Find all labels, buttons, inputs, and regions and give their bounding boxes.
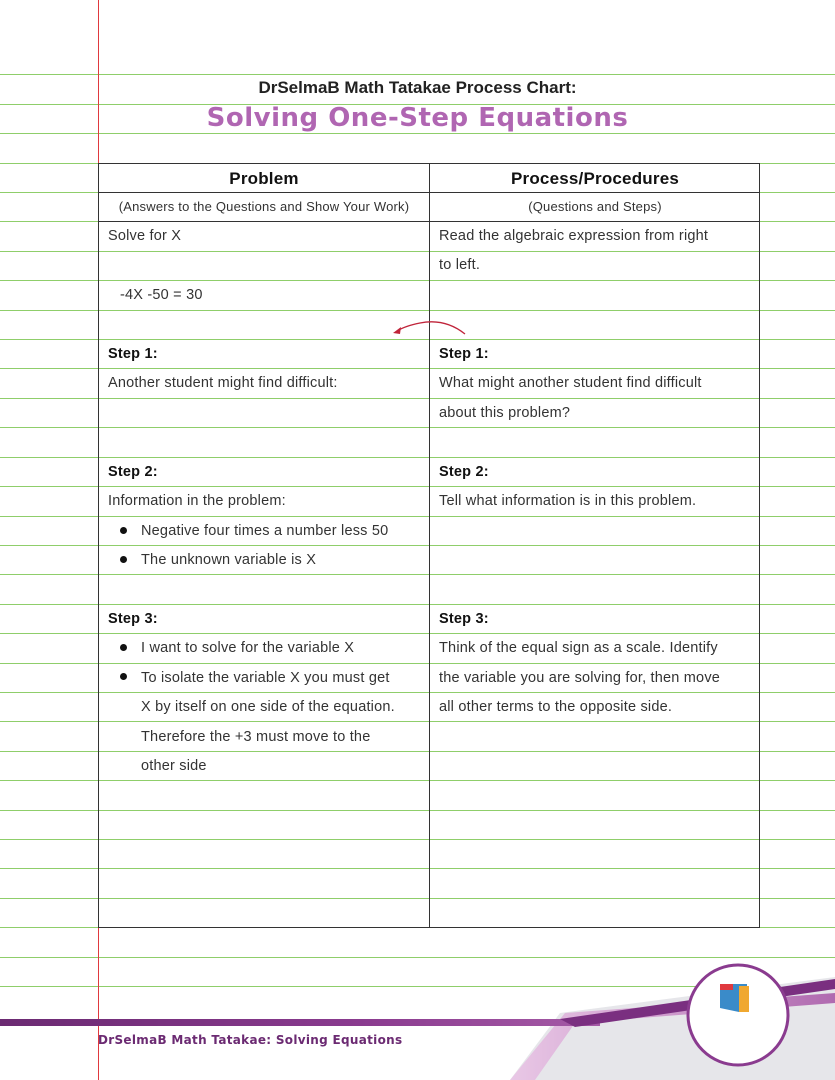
bullet-icon: [120, 673, 127, 680]
step1-right-label: Step 1:: [439, 346, 489, 362]
bullet-icon: [120, 644, 127, 651]
problem-subheader: (Answers to the Questions and Show Your Work): [118, 199, 410, 214]
step3-left-label: Step 3:: [108, 611, 158, 627]
step2-left-text: Information in the problem:: [108, 493, 286, 509]
equation-text: -4X -50 = 30: [120, 287, 203, 303]
step3-bullet-1: I want to solve for the variable X: [141, 640, 355, 656]
bullet-icon: [120, 556, 127, 563]
header-divider: [98, 192, 760, 193]
problem-header: Problem: [229, 169, 299, 188]
step3-right-label: Step 3:: [439, 611, 489, 627]
step3-right-line2: the variable you are solving for, then move: [439, 670, 721, 686]
step2-left-label: Step 2:: [108, 464, 158, 480]
step3-right-line3: all other terms to the opposite side.: [439, 699, 673, 715]
step2-bullet-1: Negative four times a number less 50: [141, 523, 389, 539]
curved-arrow-icon: [385, 318, 470, 338]
process-header: Process/Procedures: [510, 169, 680, 188]
step3-right-line1: Think of the equal sign as a scale. Identify: [439, 640, 718, 656]
step3-bullet-2-line1: To isolate the variable X you must get: [141, 670, 390, 686]
intro-right-line2: to left.: [439, 257, 481, 273]
bullet-icon: [120, 527, 127, 534]
step3-bullet-2-line3: Therefore the +3 must move to the: [141, 729, 371, 745]
step1-left-label: Step 1:: [108, 346, 158, 362]
page-title: DrSelmaB Math Tatakae Process Chart:: [258, 78, 577, 97]
page-subtitle: Solving One-Step Equations: [206, 103, 629, 133]
intro-left-text: Solve for X: [108, 228, 182, 244]
process-subheader: (Questions and Steps): [528, 199, 662, 214]
step2-right-label: Step 2:: [439, 464, 489, 480]
step1-left-text: Another student might find difficult:: [108, 375, 338, 391]
step3-bullet-2-line4: other side: [141, 758, 207, 774]
subheader-divider: [98, 221, 760, 222]
step2-bullet-2: The unknown variable is X: [141, 552, 317, 568]
step3-bullet-2-line2: X by itself on one side of the equation.: [141, 699, 395, 715]
footer-text: DrSelmaB Math Tatakae: Solving Equations: [98, 1033, 403, 1047]
step1-right-line1: What might another student find difficult: [439, 375, 702, 391]
intro-right-line1: Read the algebraic expression from right: [439, 228, 709, 244]
step1-right-line2: about this problem?: [439, 405, 571, 421]
logo-icon: [683, 960, 793, 1070]
step2-right-text: Tell what information is in this problem.: [439, 493, 697, 509]
column-divider: [429, 163, 430, 928]
